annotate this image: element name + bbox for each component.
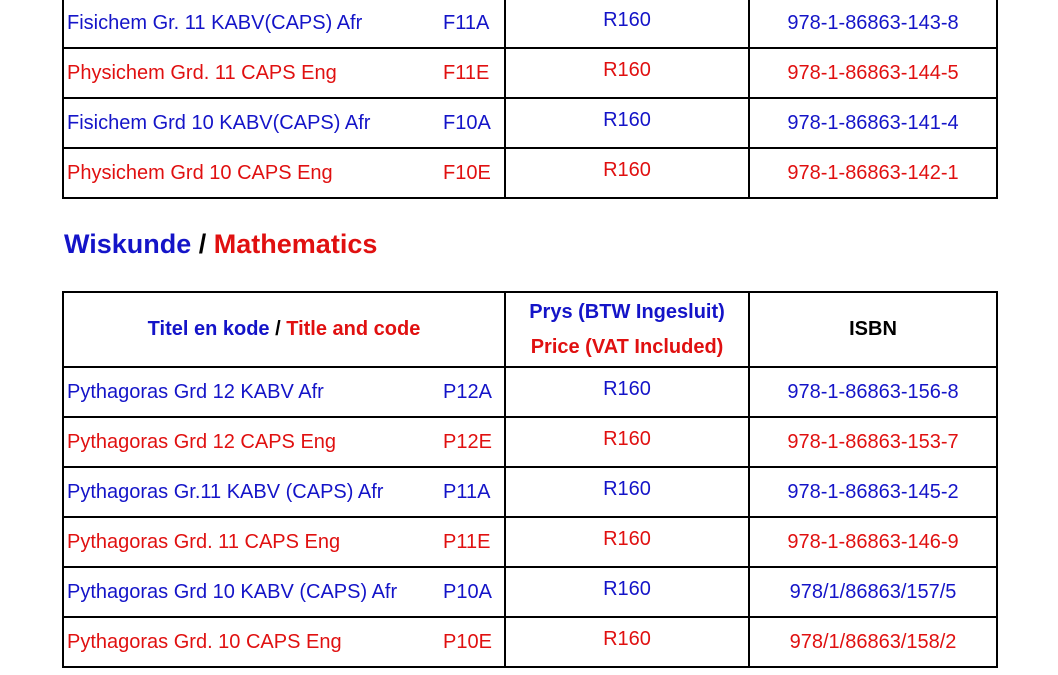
book-title: Fisichem Grd 10 KABV(CAPS) Afr: [63, 98, 443, 148]
book-code: P12E: [443, 417, 505, 467]
book-code: F10E: [443, 148, 505, 198]
header-title-separator: /: [269, 318, 287, 340]
book-isbn: 978-1-86863-145-2: [749, 467, 997, 517]
book-title: Pythagoras Grd. 10 CAPS Eng: [63, 617, 443, 667]
heading-english: Mathematics: [213, 229, 378, 259]
book-title: Pythagoras Grd 12 CAPS Eng: [63, 417, 443, 467]
header-price: [505, 292, 749, 367]
table-row: [63, 367, 997, 417]
table-row: [63, 617, 997, 667]
book-code: P12A: [443, 367, 505, 417]
book-code: P10A: [443, 567, 505, 617]
physical-science-table-body: [63, 0, 997, 198]
book-code: F11A: [443, 0, 505, 48]
book-code: P10E: [443, 617, 505, 667]
book-code: P11E: [443, 517, 505, 567]
book-title: Physichem Grd. 11 CAPS Eng: [63, 48, 443, 98]
book-isbn: 978-1-86863-143-8: [749, 0, 997, 48]
book-title: Pythagoras Gr.11 KABV (CAPS) Afr: [63, 467, 443, 517]
table-row: [63, 48, 997, 98]
book-price: R160: [505, 517, 749, 567]
book-code: P11A: [443, 467, 505, 517]
header-price-afrikaans: Prys (BTW Ingesluit): [529, 300, 725, 323]
header-title-afrikaans: Titel en kode: [147, 318, 270, 340]
book-title: Pythagoras Grd 12 KABV Afr: [63, 367, 443, 417]
book-title: Pythagoras Grd. 11 CAPS Eng: [63, 517, 443, 567]
mathematics-table-body: [63, 367, 997, 667]
physical-science-table: [62, 0, 998, 199]
book-title: Pythagoras Grd 10 KABV (CAPS) Afr: [63, 567, 443, 617]
book-title: Fisichem Gr. 11 KABV(CAPS) Afr: [63, 0, 443, 48]
header-title-english: Title and code: [286, 318, 421, 340]
table-row: [63, 98, 997, 148]
table-row: [63, 567, 997, 617]
book-code: F10A: [443, 98, 505, 148]
mathematics-section-heading: [64, 229, 377, 260]
book-price: R160: [505, 617, 749, 667]
book-isbn: 978-1-86863-141-4: [749, 98, 997, 148]
book-price: R160: [505, 467, 749, 517]
book-code: F11E: [443, 48, 505, 98]
table-header-row: [63, 292, 997, 367]
book-isbn: 978-1-86863-156-8: [749, 367, 997, 417]
heading-afrikaans: Wiskunde: [64, 229, 192, 259]
table-row: [63, 517, 997, 567]
book-isbn: 978-1-86863-153-7: [749, 417, 997, 467]
book-isbn: 978/1/86863/158/2: [749, 617, 997, 667]
table-row: [63, 417, 997, 467]
header-title-and-code: [63, 292, 505, 367]
book-isbn: 978-1-86863-144-5: [749, 48, 997, 98]
book-title: Physichem Grd 10 CAPS Eng: [63, 148, 443, 198]
table-row: [63, 148, 997, 198]
book-price: R160: [505, 367, 749, 417]
book-price: R160: [505, 148, 749, 198]
table-row: [63, 467, 997, 517]
heading-separator: /: [191, 229, 214, 259]
header-price-english: Price (VAT Included): [530, 335, 724, 358]
book-price: R160: [505, 48, 749, 98]
book-price: R160: [505, 0, 749, 48]
book-isbn: 978-1-86863-142-1: [749, 148, 997, 198]
header-isbn: ISBN: [749, 292, 997, 367]
book-price: R160: [505, 567, 749, 617]
book-price: R160: [505, 98, 749, 148]
table-row: [63, 0, 997, 48]
book-isbn: 978-1-86863-146-9: [749, 517, 997, 567]
book-price: R160: [505, 417, 749, 467]
mathematics-table: [62, 291, 998, 668]
book-isbn: 978/1/86863/157/5: [749, 567, 997, 617]
